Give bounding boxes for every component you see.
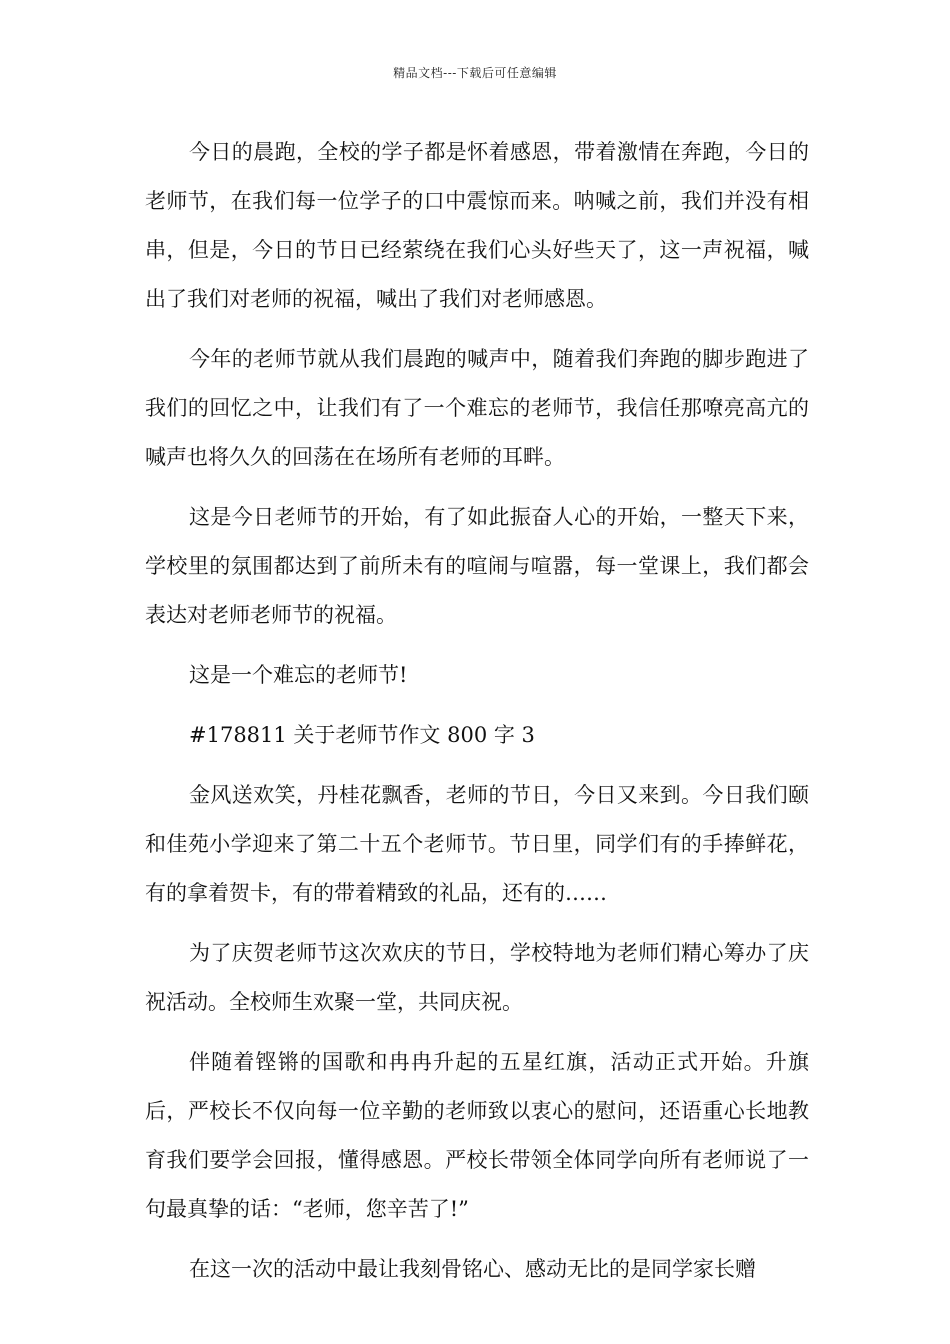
paragraph: 这是一个难忘的老师节! [189, 663, 408, 687]
page-header: 精品文档---下载后可任意编辑 [393, 66, 557, 80]
document-body [145, 128, 809, 1305]
paragraph: 为了庆贺老师节这次欢庆的节日，学校特地为老师们精心筹办了庆祝活动。全校师生欢聚一堂，共同庆祝。 [145, 941, 809, 1014]
section-heading: #178811 关于老师节作文 800 字 3 [189, 723, 535, 747]
paragraph: 在这一次的活动中最让我刻骨铭心、感动无比的是同学家长赠 [189, 1257, 756, 1281]
paragraph: 今日的晨跑，全校的学子都是怀着感恩，带着激情在奔跑，今日的老师节，在我们每一位学子的口中震惊而来。呐喊之前，我们并没有相串，但是，今日的节日已经萦绕在我们心头好些天了，这一声祝福，喊出了我们对老师的祝福，喊出了我们对老师感恩。 [145, 140, 809, 311]
paragraph: 今年的老师节就从我们晨跑的喊声中，随着我们奔跑的脚步跑进了我们的回忆之中，让我们有了一个难忘的老师节，我信任那嘹亮高亢的喊声也将久久的回荡在在场所有老师的耳畔。 [145, 347, 809, 469]
paragraph: 金风送欢笑，丹桂花飘香，老师的节日，今日又来到。今日我们颐和佳苑小学迎来了第二十五个老师节。节日里，同学们有的手捧鲜花，有的拿着贺卡，有的带着精致的礼品，还有的…… [145, 783, 809, 905]
paragraph: 这是今日老师节的开始，有了如此振奋人心的开始，一整天下来，学校里的氛围都达到了前所未有的喧闹与喧嚣，每一堂课上，我们都会表达对老师老师节的祝福。 [145, 505, 809, 627]
paragraph: 伴随着铿锵的国歌和冉冉升起的五星红旗，活动正式开始。升旗后，严校长不仅向每一位辛勤的老师致以衷心的慰问，还语重心长地教育我们要学会回报，懂得感恩。严校长带领全体同学向所有老师说了一句最真挚的话：“老师，您辛苦了!” [145, 1050, 809, 1221]
